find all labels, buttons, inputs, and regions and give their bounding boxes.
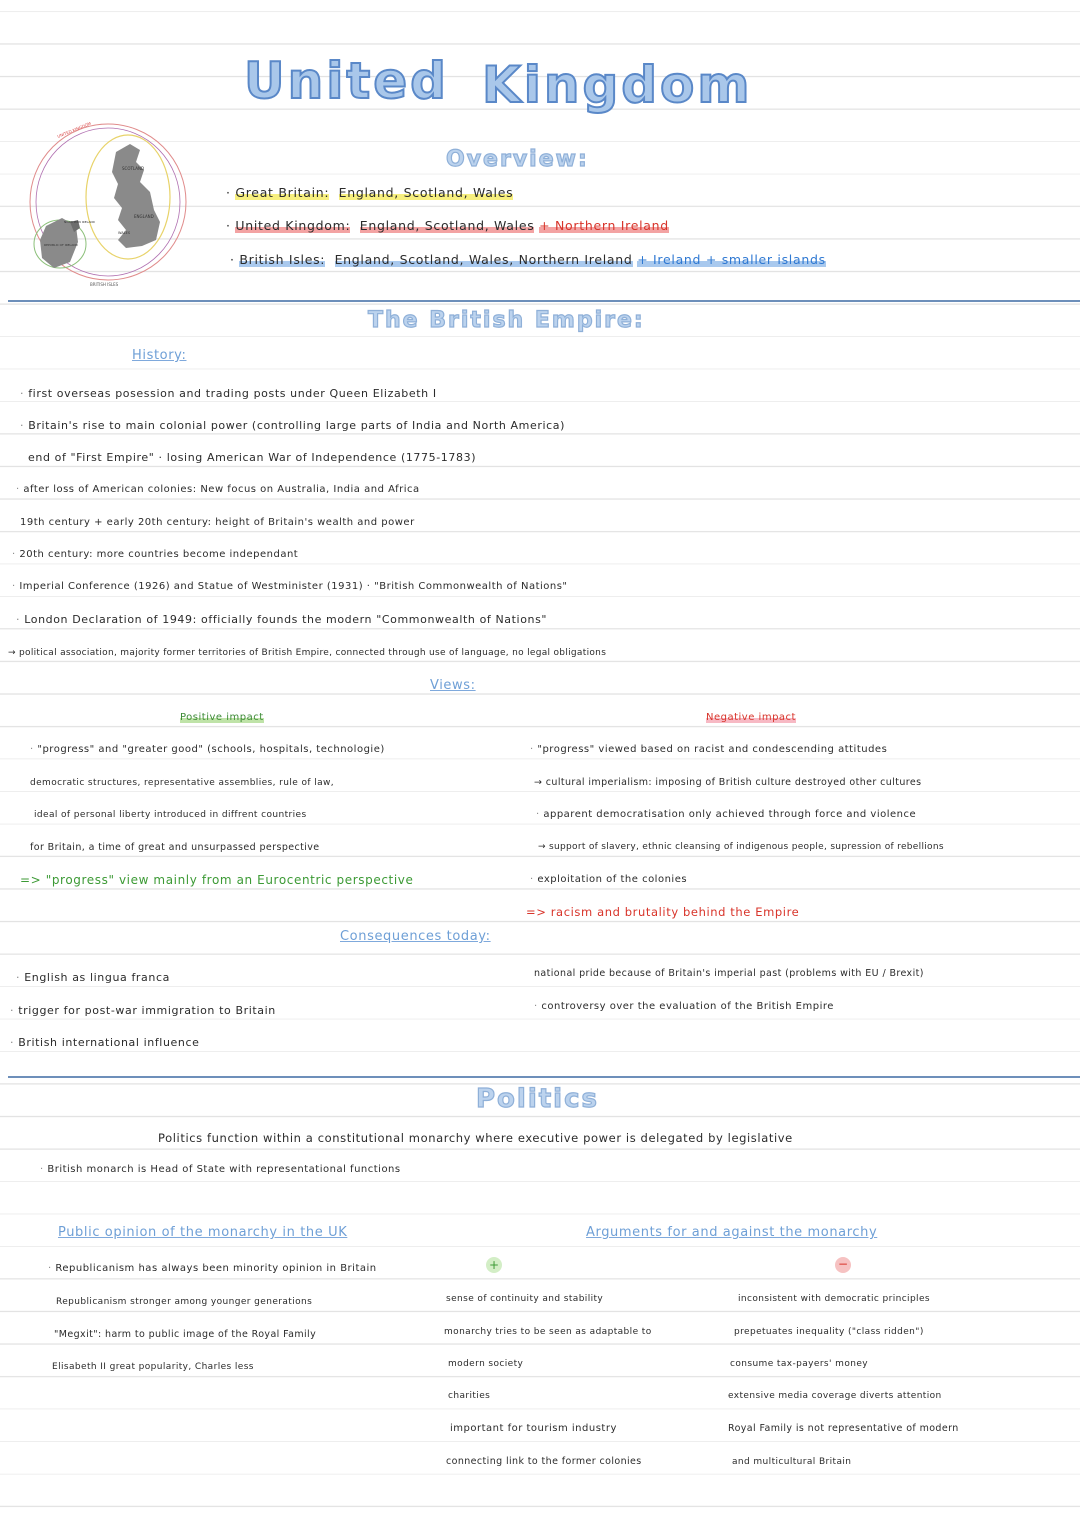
politics-intro: Politics function within a constitutional monarchy where executive power is delegated by legislative	[158, 1131, 793, 1145]
gb-label: Great Britain:	[235, 185, 330, 200]
opinion-heading: Public opinion of the monarchy in the UK	[58, 1225, 348, 1240]
negative-item: → cultural imperialism: imposing of British culture destroyed other cultures	[534, 777, 922, 788]
overview-heading: Overview:	[446, 147, 589, 172]
map-label-england: ENGLAND	[134, 214, 154, 219]
negative-item: → support of slavery, ethnic cleansing of indigenous people, supression of rebellions	[538, 842, 944, 852]
british-isles-map	[18, 122, 198, 297]
consequences-heading: Consequences today:	[340, 929, 491, 944]
against-item: consume tax-payers' money	[730, 1359, 868, 1369]
positive-item: ideal of personal liberty introduced in diffrent countries	[34, 810, 307, 820]
against-item: and multicultural Britain	[732, 1457, 852, 1467]
args-heading: Arguments for and against the monarchy	[586, 1225, 878, 1240]
positive-item: · "progress" and "greater good" (schools, hospitals, technologie)	[30, 744, 385, 755]
politics-monarch: · British monarch is Head of State with representational functions	[40, 1164, 401, 1175]
against-item: prepetuates inequality ("class ridden")	[734, 1327, 924, 1337]
map-label-ni: NORTHERN IRELAND	[64, 220, 95, 224]
title-united: United	[244, 52, 449, 110]
against-item: inconsistent with democratic principles	[738, 1294, 930, 1304]
divider-1	[8, 300, 1080, 302]
history-item: 19th century + early 20th century: height of Britain's wealth and power	[20, 517, 415, 528]
history-item: · 20th century: more countries become independant	[12, 549, 298, 560]
opinion-item: · Republicanism has always been minority opinion in Britain	[48, 1263, 377, 1274]
consequence-right: · controversy over the evaluation of the British Empire	[534, 1001, 834, 1012]
map-label-scotland: SCOTLAND	[122, 166, 145, 171]
positive-heading: Positive impact	[180, 712, 264, 723]
map-label-roi: REPUBLIC OF IRELAND	[44, 243, 78, 247]
history-heading: History:	[132, 348, 187, 363]
for-item: important for tourism industry	[450, 1423, 617, 1434]
history-item: · London Declaration of 1949: officially founds the modern "Commonwealth of Nations"	[16, 613, 547, 626]
map-label-uk: UNITED KINGDOM	[56, 122, 92, 139]
for-item: modern society	[448, 1359, 524, 1369]
opinion-item: Elisabeth II great popularity, Charles less	[52, 1362, 254, 1372]
overview-bi: · British Isles: England, Scotland, Wales, Northern Ireland + Ireland + smaller islands	[230, 252, 826, 267]
views-heading: Views:	[430, 678, 476, 693]
empire-heading: The British Empire:	[368, 308, 645, 333]
politics-heading: Politics	[476, 1084, 599, 1114]
opinion-item: "Megxit": harm to public image of the Royal Family	[54, 1329, 317, 1340]
history-item: · after loss of American colonies: New focus on Australia, India and Africa	[16, 484, 420, 495]
for-item: sense of continuity and stability	[446, 1294, 604, 1304]
against-item: extensive media coverage diverts attention	[728, 1391, 942, 1401]
map-label-isles: BRITISH ISLES	[90, 282, 119, 287]
negative-heading: Negative impact	[706, 712, 796, 723]
overview-gb: · Great Britain: England, Scotland, Wales	[226, 185, 514, 200]
divider-2	[8, 1076, 1080, 1078]
for-item: connecting link to the former colonies	[446, 1456, 642, 1467]
positive-item: democratic structures, representative assemblies, rule of law,	[30, 778, 335, 788]
for-item: monarchy tries to be seen as adaptable to	[444, 1327, 652, 1337]
uk-label: United Kingdom:	[235, 218, 351, 233]
bi-plus: + Ireland + smaller islands	[637, 252, 826, 267]
for-item: charities	[448, 1391, 491, 1401]
history-item: · first overseas posession and trading posts under Queen Elizabeth I	[20, 387, 437, 400]
against-item: Royal Family is not representative of modern	[728, 1423, 959, 1434]
title-kingdom: Kingdom	[482, 56, 753, 114]
bi-value: England, Scotland, Wales, Northern Ireland	[334, 252, 633, 267]
negative-item: · apparent democratisation only achieved through force and violence	[536, 809, 916, 820]
positive-conclusion: => "progress" view mainly from an Eurocentric perspective	[20, 873, 414, 887]
uk-value: England, Scotland, Wales	[359, 218, 535, 233]
bi-label: British Isles:	[239, 252, 326, 267]
negative-item: · exploitation of the colonies	[530, 874, 687, 885]
for-icon: +	[486, 1257, 502, 1273]
history-item: · Britain's rise to main colonial power (controlling large parts of India and North America)	[20, 419, 565, 432]
history-item: end of "First Empire" · losing American War of Independence (1775-1783)	[28, 451, 477, 464]
gb-value: England, Scotland, Wales	[338, 185, 514, 200]
consequence-right: national pride because of Britain's imperial past (problems with EU / Brexit)	[534, 968, 924, 979]
consequence-left: · British international influence	[10, 1036, 200, 1049]
history-item: · Imperial Conference (1926) and Statue of Westminister (1931) · "British Commonwealth of Nations"	[12, 581, 568, 592]
negative-conclusion: => racism and brutality behind the Empire	[526, 905, 800, 919]
positive-item: for Britain, a time of great and unsurpassed perspective	[30, 842, 320, 853]
overview-uk: · United Kingdom: England, Scotland, Wales + Northern Ireland	[226, 218, 669, 233]
against-icon: −	[835, 1257, 851, 1273]
consequence-left: · English as lingua franca	[16, 971, 170, 984]
uk-plus: + Northern Ireland	[539, 218, 669, 233]
consequence-left: · trigger for post-war immigration to Britain	[10, 1004, 276, 1017]
history-item: → political association, majority former territories of British Empire, connected through use of language, no legal obligations	[8, 648, 607, 658]
opinion-item: Republicanism stronger among younger generations	[56, 1297, 313, 1307]
negative-item: · "progress" viewed based on racist and condescending attitudes	[530, 744, 887, 755]
map-label-wales: WALES	[118, 231, 131, 235]
